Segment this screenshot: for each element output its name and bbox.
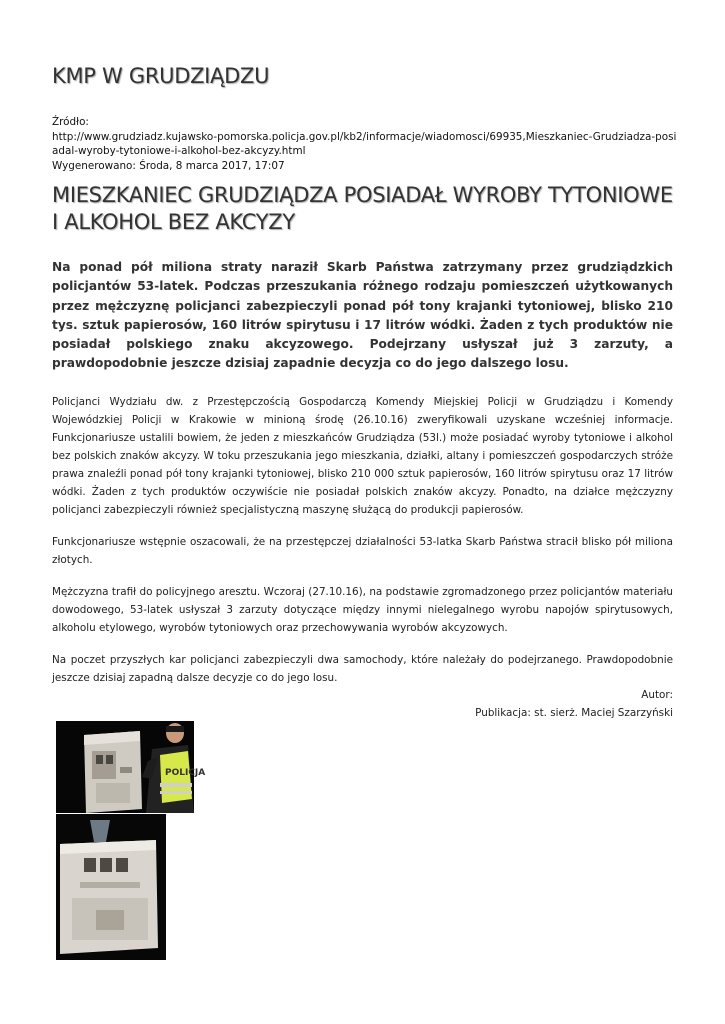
photo-cigarette-machine[interactable] [56, 814, 166, 960]
article-paragraph: Mężczyzna trafił do policyjnego aresztu. Wczoraj (27.10.16), na podstawie zgromadzonego przez policjantów materiału dowodowego, 53-latek usłyszał 3 zarzuty dotyczące między innymi nielegalnego wyrobu napojów spirytusowych, alkoholu etylowego, wyrobów tytoniowych oraz przechowywania wyrobów akcyzowych. [52, 586, 673, 634]
site-title: KMP W GRUDZIĄDZU [52, 64, 270, 88]
article-paragraph: Policjanci Wydziału dw. z Przestępczością Gospodarczą Komendy Miejskiej Policji w Grudziądzu i Komendy Wojewódzkiej Policji w Krakowie w minioną środę (26.10.16) zweryfikowali uzyskane wcześniej informacje. Funkcjonariusze ustalili bowiem, że jeden z mieszkańców Grudziądza (53l.) może posiadać wyroby tytoniowe i alkohol bez polskich znaków akcyzy. W toku przeszukania jego mieszkania, działki, altany i pomieszczeń gospodarczych stróże prawa znaleźli ponad pół tony krajanki tytoniowej, blisko 210 000 sztuk papierosów, 160 litrów spirytusu oraz 17 litrów wódki. Żaden z tych produktów oczywiście nie posiadał polskich znaków akcyzy. Ponadto, na działce mężczyzny policjanci zabezpieczyli również specjalistyczną maszynę służącą do produkcji papierosów. [52, 396, 673, 516]
article-title: MIESZKANIEC GRUDZIĄDZA POSIADAŁ WYROBY TYTONIOWE I ALKOHOL BEZ AKCYZY [52, 183, 673, 234]
source-meta [52, 115, 677, 173]
photo-police-with-machine[interactable] [56, 721, 206, 813]
generated-date: Wygenerowano: Środa, 8 marca 2017, 17:07 [52, 159, 285, 172]
article-paragraph: Funkcjonariusze wstępnie oszacowali, że na przestępczej działalności 53-latka Skarb Państwa stracił blisko pół miliona złotych. [52, 536, 673, 566]
article-paragraph: Na poczet przyszłych kar policjanci zabezpieczyli dwa samochody, które należały do podejrzanego. Prawdopodobnie jeszcze dzisiaj zapadną dalsze decyzje co do jego losu. [52, 654, 673, 684]
photo-police-with-machine-image [56, 721, 206, 813]
author-label: Autor: [641, 689, 673, 701]
vest-label: POLICJA [165, 768, 206, 778]
publication-credit: Publikacja: st. sierż. Maciej Szarzyński [475, 707, 673, 719]
source-url[interactable]: http://www.grudziadz.kujawsko-pomorska.policja.gov.pl/kb2/informacje/wiadomosci/69935,Mieszkaniec-Grudziadza-posiadal-wyroby-tytoniowe-i-alkohol-bez-akcyzy.html [52, 130, 677, 157]
source-label: Źródło: [52, 116, 89, 128]
article-body [52, 393, 673, 701]
photo-cigarette-machine-image [56, 814, 166, 960]
author-block [475, 686, 673, 722]
article-lead: Na ponad pół miliona straty naraził Skarb Państwa zatrzymany przez grudziądzkich policjantów 53-latek. Podczas przeszukania różnego rodzaju pomieszczeń użytkowanych przez mężczyznę policjanci zabezpieczyli ponad pół tony krajanki tytoniowej, blisko 210 tys. sztuk papierosów, 160 litrów spirytusu i 17 litrów wódki. Żaden z tych produktów nie posiadał polskiego znaku akcyzowego. Podejrzany usłyszał już 3 zarzuty, a prawdopodobnie jeszcze dzisiaj zapadnie decyzja co do jego dalszego losu. [52, 260, 673, 371]
